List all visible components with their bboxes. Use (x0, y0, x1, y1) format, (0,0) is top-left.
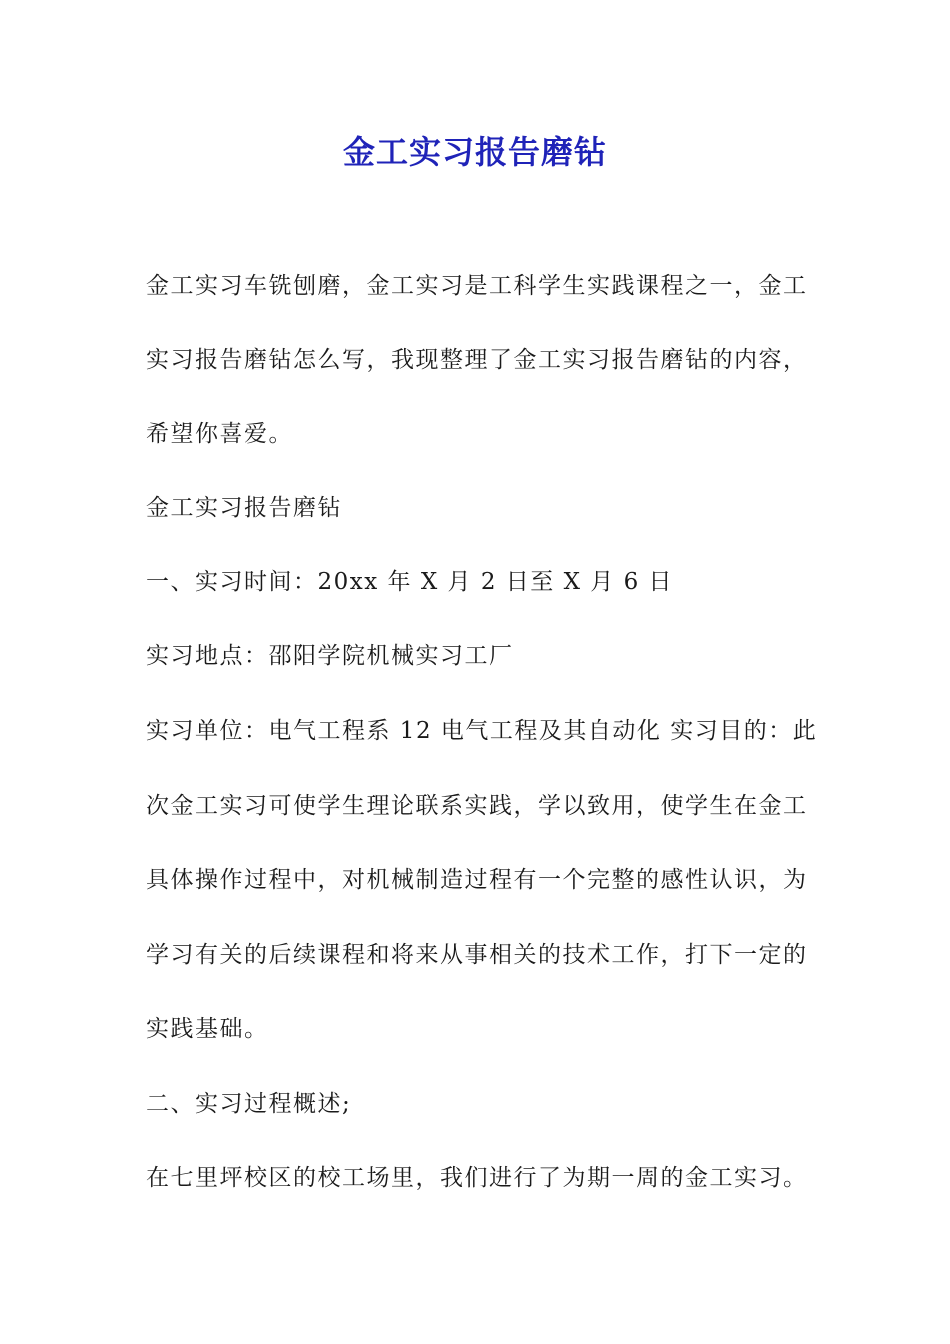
overview-line-1: 在七里坪校区的校工场里，我们进行了为期一周的金工实习。 (146, 1165, 808, 1191)
section-heading: 金工实习报告磨钻 (146, 495, 342, 521)
purpose-line-1: 次金工实习可使学生理论联系实践，学以致用，使学生在金工 (146, 793, 808, 819)
internship-location: 实习地点：邵阳学院机械实习工厂 (146, 643, 514, 669)
internship-unit: 实习单位：电气工程系 12 电气工程及其自动化 实习目的：此 (146, 718, 818, 744)
section-two-heading: 二、实习过程概述; (146, 1091, 352, 1117)
purpose-line-3: 学习有关的后续课程和将来从事相关的技术工作，打下一定的 (146, 942, 808, 968)
paragraph-line-1: 金工实习车铣刨磨，金工实习是工科学生实践课程之一，金工 (146, 273, 808, 299)
document-title: 金工实习报告磨钻 (342, 133, 607, 171)
paragraph-line-3: 希望你喜爱。 (146, 421, 293, 447)
purpose-line-2: 具体操作过程中，对机械制造过程有一个完整的感性认识，为 (146, 867, 808, 893)
purpose-line-4: 实践基础。 (146, 1016, 269, 1042)
internship-time: 一、实习时间：20xx 年 X 月 2 日至 X 月 6 日 (146, 569, 674, 595)
paragraph-line-2: 实习报告磨钻怎么写，我现整理了金工实习报告磨钻的内容， (146, 347, 808, 373)
